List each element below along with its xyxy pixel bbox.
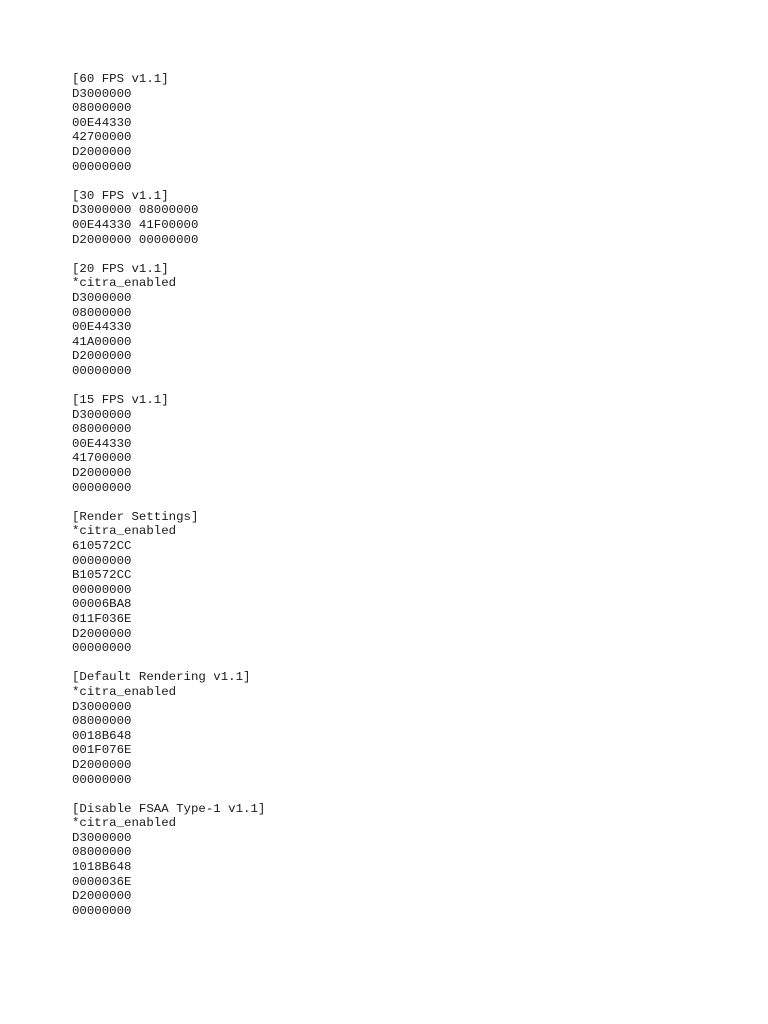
code-line: D2000000 00000000 bbox=[72, 232, 199, 247]
section-title: [60 FPS v1.1] bbox=[72, 72, 169, 86]
code-line: D2000000 bbox=[72, 757, 132, 772]
code-line: D3000000 bbox=[72, 830, 132, 845]
code-line: 00000000 bbox=[72, 480, 132, 495]
code-line: D2000000 bbox=[72, 889, 132, 904]
code-line: 00000000 bbox=[72, 641, 132, 656]
code-line: 00000000 bbox=[72, 903, 132, 918]
section-title: [15 FPS v1.1] bbox=[72, 393, 169, 408]
code-line: *citra_enabled bbox=[72, 524, 177, 539]
code-line: *citra_enabled bbox=[72, 816, 177, 831]
section-title: [20 FPS v1.1] bbox=[72, 261, 169, 276]
code-line: D2000000 bbox=[72, 626, 132, 641]
code-section-30fps bbox=[72, 189, 752, 247]
code-line: 41700000 bbox=[72, 451, 132, 466]
code-line: 00E44330 41F00000 bbox=[72, 217, 199, 232]
section-title: [Disable FSAA Type-1 v1.1] bbox=[72, 801, 266, 816]
code-line: D2000000 bbox=[72, 144, 132, 159]
code-line: 00006BA8 bbox=[72, 597, 132, 612]
code-line: 00E44330 bbox=[72, 115, 132, 130]
code-line: 011F036E bbox=[72, 611, 132, 626]
code-section-default-rendering bbox=[72, 670, 752, 787]
code-line: *citra_enabled bbox=[72, 684, 177, 699]
code-line: D3000000 bbox=[72, 290, 132, 305]
section-title: [Render Settings] bbox=[72, 509, 199, 524]
code-line: D3000000 bbox=[72, 86, 132, 101]
section-title: [30 FPS v1.1] bbox=[72, 188, 169, 203]
code-line: 41A00000 bbox=[72, 334, 132, 349]
code-line: 001F076E bbox=[72, 743, 132, 758]
code-line: 00E44330 bbox=[72, 320, 132, 335]
code-line: 00000000 bbox=[72, 159, 132, 174]
code-section-disable-fsaa bbox=[72, 802, 752, 919]
code-line: *citra_enabled bbox=[72, 276, 177, 291]
code-line: 08000000 bbox=[72, 845, 132, 860]
code-line: D3000000 bbox=[72, 699, 132, 714]
code-line: 08000000 bbox=[72, 422, 132, 437]
code-section-20fps bbox=[72, 262, 752, 379]
code-section-60fps bbox=[72, 72, 752, 174]
code-line: 00000000 bbox=[72, 363, 132, 378]
code-line: 0018B648 bbox=[72, 728, 132, 743]
code-line: 00000000 bbox=[72, 772, 132, 787]
code-line: 00E44330 bbox=[72, 436, 132, 451]
code-line: 42700000 bbox=[72, 130, 132, 145]
code-line: 00000000 bbox=[72, 582, 132, 597]
code-line: 0000036E bbox=[72, 874, 132, 889]
section-title: [Default Rendering v1.1] bbox=[72, 670, 251, 685]
code-section-render-settings bbox=[72, 510, 752, 656]
code-line: D3000000 bbox=[72, 407, 132, 422]
code-line: 00000000 bbox=[72, 553, 132, 568]
code-line: D3000000 08000000 bbox=[72, 203, 199, 218]
code-line: D2000000 bbox=[72, 466, 132, 481]
code-line: 1018B648 bbox=[72, 860, 132, 875]
code-line: B10572CC bbox=[72, 568, 132, 583]
code-line: 08000000 bbox=[72, 101, 132, 116]
code-section-15fps bbox=[72, 393, 752, 495]
cheat-code-document bbox=[72, 72, 752, 933]
code-line: D2000000 bbox=[72, 349, 132, 364]
code-line: 08000000 bbox=[72, 305, 132, 320]
code-line: 610572CC bbox=[72, 539, 132, 553]
code-line: 08000000 bbox=[72, 714, 132, 729]
